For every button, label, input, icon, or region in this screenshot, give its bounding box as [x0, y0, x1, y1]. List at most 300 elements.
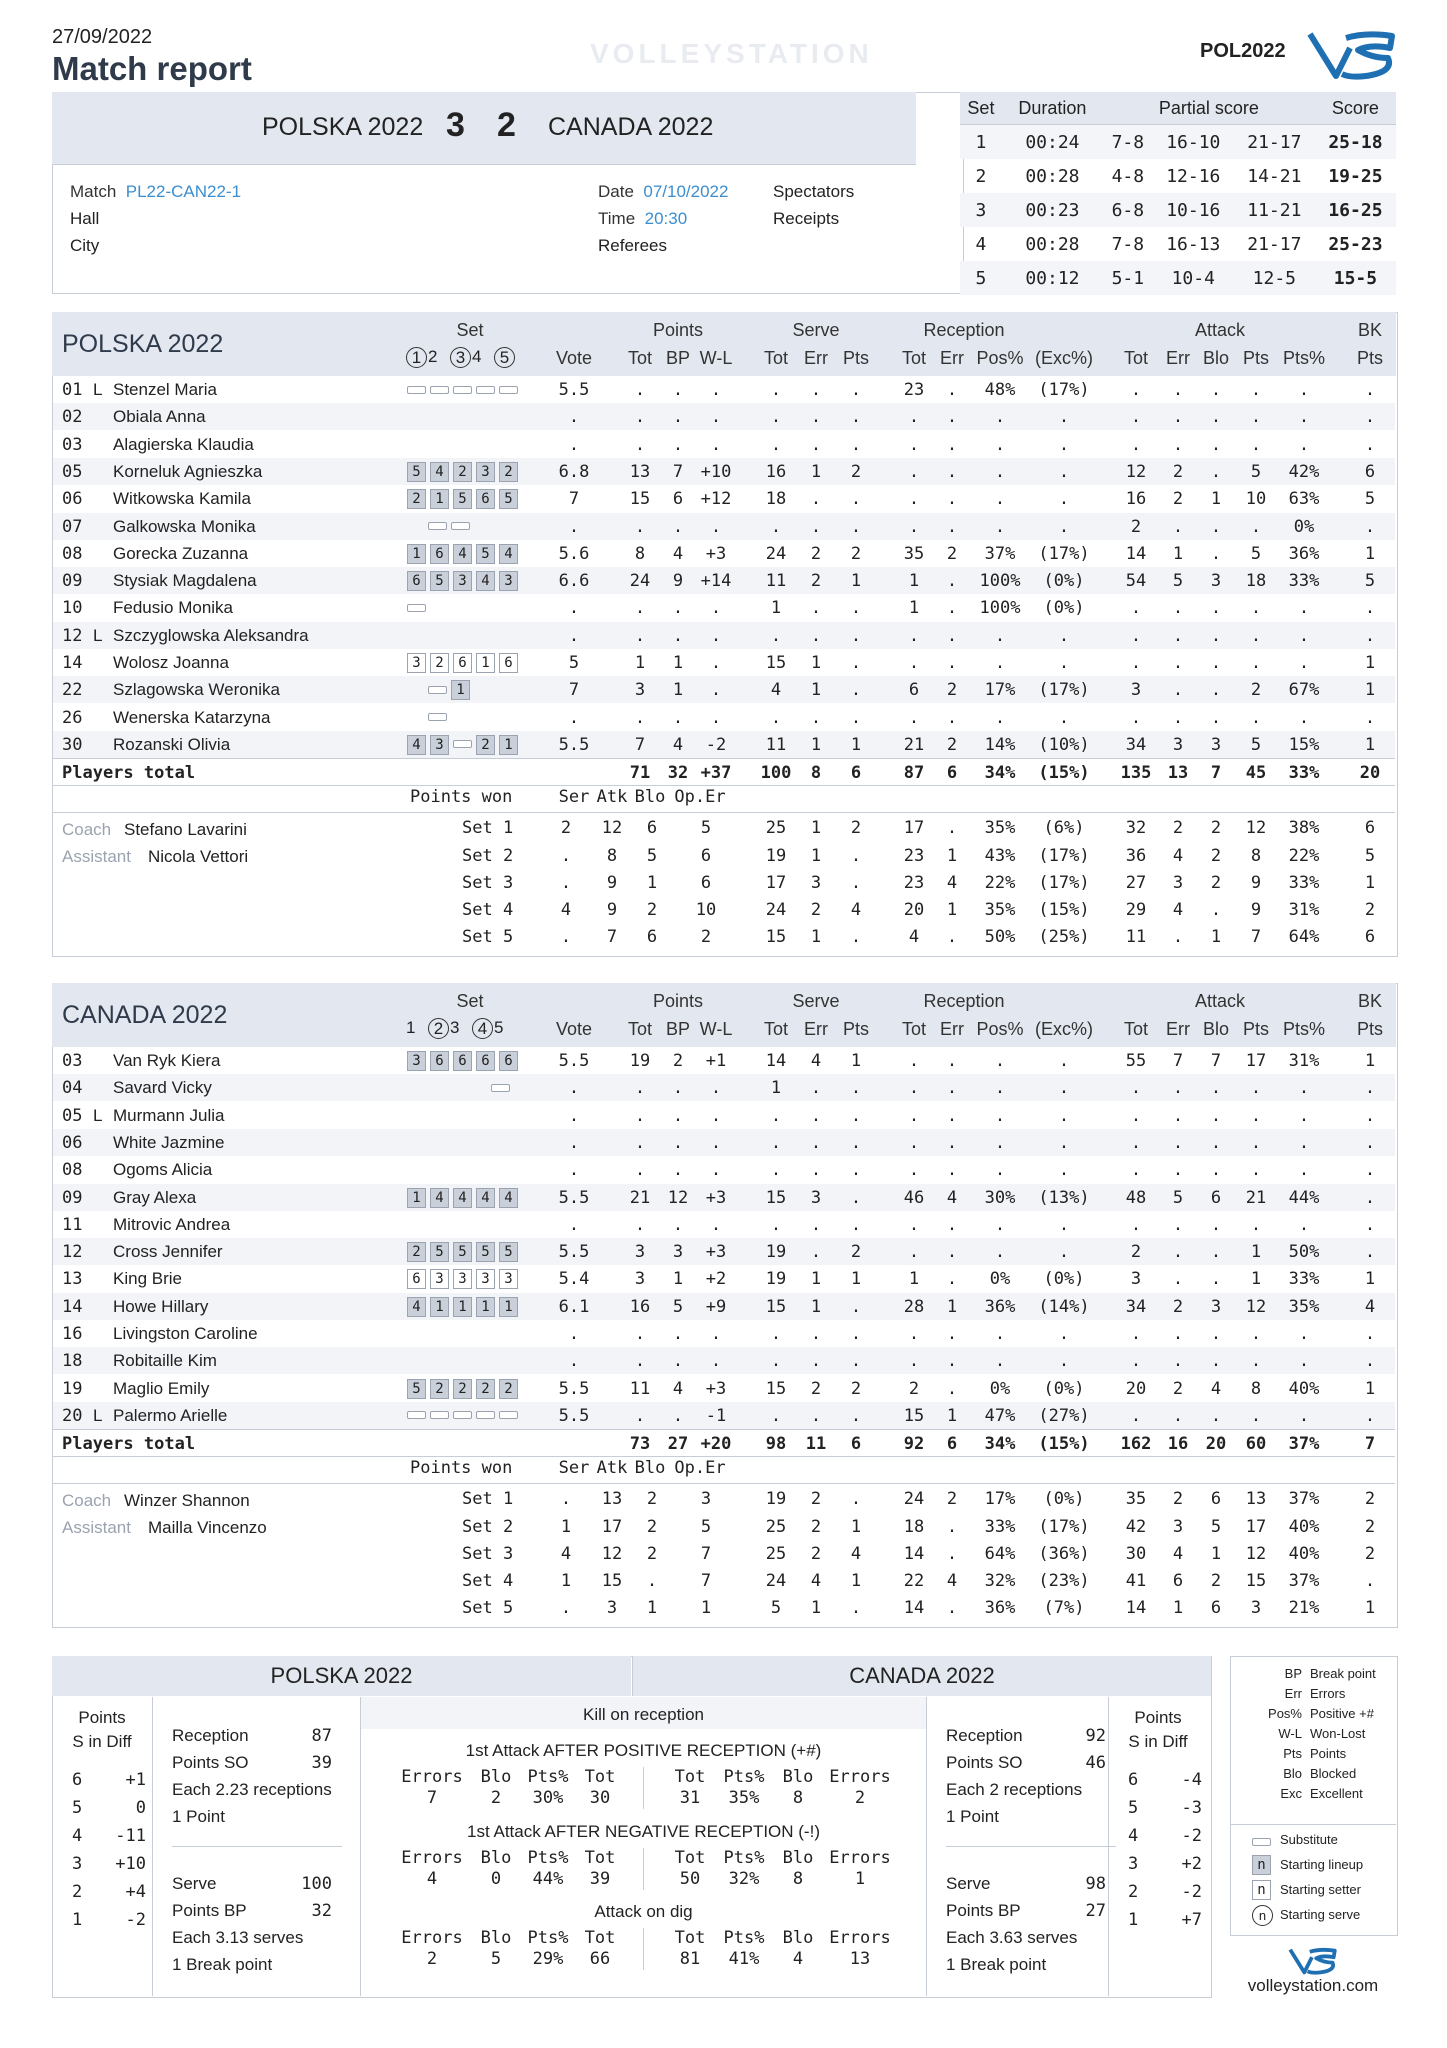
set-stat-value: 2 [646, 1516, 658, 1537]
set-cell: 25-23 [1328, 233, 1383, 255]
attack-header: Blo [480, 1848, 512, 1868]
set-cell: 19-25 [1328, 165, 1383, 187]
player-name: Maglio Emily [113, 1378, 210, 1398]
stat-value: . [634, 1078, 646, 1099]
stat-value: . [810, 1160, 822, 1181]
stat-value: 6 [908, 680, 920, 701]
rec-serve-label: Points BP [172, 1901, 247, 1920]
player-name: Gray Alexa [113, 1187, 197, 1207]
stat-value: +3 [705, 1242, 727, 1263]
set-stat-value: 4 [908, 927, 920, 948]
stat-value: 2 [1172, 1378, 1184, 1399]
player-number: 05 [62, 1105, 83, 1126]
attack-header: Blo [782, 1928, 814, 1948]
time-row: Time 20:30 [598, 209, 688, 228]
stat-value: . [672, 598, 684, 619]
set-stat-value: 17 [1245, 1516, 1267, 1537]
stat-value: . [810, 1242, 822, 1263]
stat-value: . [634, 407, 646, 428]
stat-value: . [568, 625, 580, 646]
stat-value: 2 [946, 734, 958, 755]
stat-value: . [568, 1324, 580, 1344]
set-stat-value: 6 [700, 872, 712, 893]
set-stat-value: 1 [946, 845, 958, 866]
stat-value: . [946, 571, 958, 592]
column-header: Pts [842, 348, 869, 368]
player-name: Obiala Anna [113, 407, 206, 427]
attack-value: 1 [854, 1869, 866, 1889]
separator [53, 785, 1395, 786]
stat-value: . [850, 1187, 862, 1208]
points-won-subheader: Atk [596, 1458, 628, 1479]
attack-header: Tot [674, 1928, 706, 1948]
stat-value: . [710, 1324, 722, 1344]
total-value: 27 [667, 1434, 689, 1455]
player-name: Savard Vicky [113, 1078, 212, 1098]
player-name: Szlagowska Weronika [113, 680, 280, 700]
assistant-name: Nicola Vettori [148, 847, 249, 867]
column-group-header: Reception [923, 991, 1005, 1011]
stat-value: 7 [1210, 1051, 1222, 1071]
player-row [53, 567, 1395, 594]
stat-value: . [770, 516, 782, 537]
stat-value: 1 [672, 680, 684, 701]
stat-value: 2 [908, 1378, 920, 1399]
stat-value: . [1210, 680, 1222, 701]
stat-value: . [1298, 707, 1310, 728]
stat-value: . [1058, 1242, 1070, 1263]
stat-value: . [568, 1132, 580, 1153]
player-number: 30 [62, 734, 83, 755]
set-cell: 00:23 [1002, 193, 1103, 227]
stat-value: . [1172, 1405, 1184, 1426]
total-value: 20 [1205, 1434, 1227, 1455]
set-stat-value: 12 [601, 1543, 623, 1564]
set-stat-value: . [850, 872, 862, 893]
starting-position-badge: 3 [476, 1269, 495, 1289]
stat-value: . [994, 707, 1006, 728]
column-header: BP [665, 348, 690, 368]
stat-value: . [810, 707, 822, 728]
total-value: 87 [903, 763, 925, 784]
attack-value: 66 [589, 1949, 611, 1969]
player-number: 06 [62, 1132, 83, 1153]
stat-value: . [1210, 434, 1222, 455]
stat-value: . [1364, 1132, 1376, 1153]
set-stat-value: 4 [1172, 1543, 1184, 1564]
set-stat-value: . [946, 927, 958, 948]
stat-value: . [908, 707, 920, 728]
set-stat-value: 33% [1288, 872, 1320, 893]
stat-value: . [1250, 407, 1262, 428]
set-stat-value: 22% [1288, 845, 1320, 866]
total-value: 33% [1288, 763, 1320, 784]
stat-value: . [946, 1078, 958, 1099]
stat-value: 10 [1245, 489, 1267, 510]
attack-header: Tot [584, 1928, 616, 1948]
set-stat-value: (6%) [1043, 818, 1085, 839]
stat-value: . [850, 489, 862, 510]
starting-position-badge: 6 [430, 1051, 449, 1071]
set-stat-value: 1 [946, 900, 958, 921]
stat-value: . [1130, 1132, 1142, 1153]
attack-value: 0 [490, 1869, 502, 1889]
stat-value: 3 [634, 1269, 646, 1290]
substitute-marker [428, 522, 447, 530]
volleystation-logo-icon [1306, 28, 1398, 82]
total-value: 34% [984, 763, 1016, 784]
stat-value: . [1058, 1105, 1070, 1126]
starting-lineup-legend-icon: n [1252, 1855, 1271, 1875]
attack-block-title: 1st Attack AFTER POSITIVE RECEPTION (+#) [465, 1741, 822, 1760]
column-header: BP [665, 1019, 690, 1039]
rotation-number: 6 [1128, 1770, 1139, 1790]
assistant-label: Assistant [62, 847, 131, 867]
stat-value: . [1298, 1078, 1310, 1099]
set-stat-value: . [1210, 900, 1222, 921]
stat-value: 19 [629, 1051, 651, 1071]
starting-position-badge: 5 [476, 1242, 495, 1262]
stat-value: 18 [765, 489, 787, 510]
player-number: 22 [62, 680, 83, 701]
stat-value: . [1172, 380, 1184, 400]
rec-serve-value: 27 [1085, 1901, 1106, 1921]
stat-value: . [672, 1105, 684, 1126]
total-value: 71 [629, 763, 651, 784]
stat-value: (14%) [1038, 1296, 1090, 1317]
stat-value: 4 [770, 680, 782, 701]
stat-value: . [994, 407, 1006, 428]
set-number-indicator: 1 [406, 347, 427, 368]
stat-value: 4 [946, 1187, 958, 1208]
stat-value: 2 [1130, 1242, 1142, 1263]
legend-abbr: Blo [1283, 1766, 1302, 1781]
set-stat-value: (17%) [1038, 872, 1090, 893]
starting-position-badge: 2 [476, 1379, 495, 1399]
player-number: 11 [62, 1214, 83, 1235]
set-stat-value: 5 [1364, 845, 1376, 866]
stat-value: . [1172, 1214, 1184, 1235]
team-name: POLSKA 2022 [62, 330, 224, 358]
stat-value: . [1172, 434, 1184, 455]
set-stat-value: . [850, 1489, 862, 1510]
set-stat-value: 3 [1172, 1516, 1184, 1537]
stat-value: . [1298, 625, 1310, 646]
stat-value: . [568, 407, 580, 428]
starting-position-badge: 2 [453, 1379, 472, 1399]
points-won-header: Points won [410, 1458, 513, 1479]
stat-value: . [770, 1214, 782, 1235]
stat-value: . [850, 680, 862, 701]
stat-value: 5 [568, 653, 580, 673]
set-stat-value: 35% [984, 900, 1016, 921]
stat-value: 2 [672, 1051, 684, 1071]
attack-value: 30 [589, 1788, 611, 1808]
total-value: 6 [946, 1434, 958, 1455]
stat-value: . [672, 1160, 684, 1181]
set-cell: 21-17 [1234, 125, 1315, 160]
stat-value: . [1058, 1160, 1070, 1181]
stat-value: . [634, 1351, 646, 1372]
total-value: 6 [850, 763, 862, 784]
total-value: 7 [1210, 763, 1222, 784]
attack-value: 2 [426, 1949, 438, 1969]
stat-value: . [770, 1324, 782, 1344]
set-stat-value: 19 [765, 845, 787, 866]
stat-value: 3 [634, 1242, 646, 1263]
set-stat-value: 24 [765, 900, 787, 921]
stat-value: 2 [810, 1378, 822, 1399]
set-row [960, 261, 1396, 295]
player-row [53, 1074, 1395, 1101]
player-number: 06 [62, 489, 83, 510]
stat-value: 67% [1288, 680, 1320, 701]
attack-header: Tot [674, 1848, 706, 1868]
stat-value: . [770, 1405, 782, 1426]
away-team-name: CANADA 2022 [548, 113, 714, 141]
rotation-number: 6 [72, 1770, 83, 1790]
stat-value: 0% [1293, 516, 1315, 537]
player-set-positions [407, 734, 522, 755]
player-name: Cross Jennifer [113, 1242, 223, 1262]
stat-value: +1 [705, 1051, 727, 1071]
stat-value: . [568, 1078, 580, 1099]
set-stat-value: . [946, 1598, 958, 1619]
stat-value: 1 [1250, 1269, 1262, 1290]
divider [643, 1767, 644, 1809]
starting-position-badge: 5 [499, 1242, 518, 1262]
stat-value: 15 [903, 1405, 925, 1426]
set-stat-value: 4 [850, 900, 862, 921]
player-name: Robitaille Kim [113, 1351, 217, 1371]
stat-value: 1 [1210, 489, 1222, 510]
stat-value: 14 [1125, 543, 1147, 564]
total-value: 8 [810, 763, 822, 784]
starting-position-badge: 6 [453, 653, 472, 673]
stat-value: . [1210, 1078, 1222, 1099]
stat-value: 5 [1250, 543, 1262, 564]
attack-header: Pts% [723, 1767, 765, 1787]
total-value: (15%) [1038, 763, 1090, 784]
starting-position-badge: 6 [407, 571, 426, 591]
starting-position-badge: 3 [407, 1051, 426, 1071]
starting-position-badge: 5 [453, 489, 472, 509]
set-stat-value: 2 [646, 1489, 658, 1510]
set-cell: 1 [960, 125, 1002, 160]
stat-value: . [1210, 653, 1222, 673]
set-stat-value: 9 [606, 900, 618, 921]
stat-value: . [1058, 407, 1070, 428]
set-cell: 2 [975, 165, 987, 187]
set-stat-value: 17 [765, 872, 787, 893]
player-row [53, 1211, 1395, 1238]
stat-value: 6.1 [558, 1296, 590, 1317]
attack-header: Pts% [723, 1928, 765, 1948]
referees-label: Referees [598, 236, 667, 255]
stat-value: . [770, 407, 782, 428]
set-stat-value: 18 [903, 1516, 925, 1537]
attack-value: 41% [728, 1949, 760, 1969]
set-stat-value: 1 [1210, 1543, 1222, 1564]
starting-position-badge: 6 [407, 1269, 426, 1289]
set-stat-value: 5 [700, 1516, 712, 1537]
set-stat-value: 12 [1245, 1543, 1267, 1564]
rotation-number: 3 [1128, 1854, 1139, 1874]
set-stat-value: 29 [1125, 900, 1147, 921]
rec-serve-label: 1 Break point [172, 1955, 273, 1974]
stat-value: 8 [1250, 1378, 1262, 1399]
stat-value: . [1058, 434, 1070, 455]
set-stat-value: . [560, 1598, 572, 1619]
player-name: Wolosz Joanna [113, 653, 229, 672]
set-number-indicator: 4 [472, 347, 482, 366]
player-row [53, 1184, 1395, 1211]
stat-value: . [634, 598, 646, 619]
stat-value: . [568, 707, 580, 728]
stat-value: . [810, 1214, 822, 1235]
stat-value: . [946, 707, 958, 728]
set-cell: 00:28 [1025, 233, 1080, 255]
attack-value: 5 [490, 1949, 502, 1969]
stat-value: . [1172, 1105, 1184, 1126]
set-stat-value: (23%) [1038, 1571, 1090, 1592]
stat-value: +10 [700, 461, 732, 482]
players-total-row [53, 759, 1395, 786]
set-stat-value: 9 [1250, 900, 1262, 921]
starting-position-badge: 1 [430, 489, 449, 509]
stat-value: . [908, 1214, 920, 1235]
stat-value: . [810, 1405, 822, 1426]
set-stat-value: 1 [560, 1516, 572, 1537]
set-stat-value: (17%) [1038, 1516, 1090, 1537]
starting-position-badge: 2 [453, 462, 472, 482]
starting-position-badge: 3 [476, 462, 495, 482]
column-header: W-L [699, 1019, 733, 1039]
set-stats-row [53, 1485, 1395, 1512]
set-stat-value: 5 [700, 818, 712, 839]
stat-value: . [1210, 543, 1222, 564]
set-stat-value: 1 [810, 927, 822, 948]
stat-value: . [810, 434, 822, 455]
stat-value: . [634, 1132, 646, 1153]
column-header: Pts [842, 1019, 869, 1039]
stat-value: . [1210, 516, 1222, 537]
set-stats-row [53, 896, 1395, 923]
stat-value: . [710, 1078, 722, 1099]
stat-value: 2 [1172, 461, 1184, 482]
set-stat-value: 3 [606, 1598, 618, 1619]
stat-value: 21 [1245, 1187, 1267, 1208]
stat-value: 5 [1364, 571, 1376, 592]
stat-value: . [634, 380, 646, 400]
stat-value: . [1130, 1160, 1142, 1181]
stat-value: . [1210, 598, 1222, 619]
stat-value: 47% [984, 1405, 1016, 1426]
player-row [53, 1320, 1395, 1347]
set-row [960, 227, 1396, 261]
stat-value: 23 [903, 380, 925, 400]
points-won-subheader: Op.Er [674, 1458, 726, 1479]
stat-value: . [1250, 1132, 1262, 1153]
coach-name: Winzer Shannon [124, 1491, 250, 1511]
rotation-diff: +7 [1181, 1910, 1202, 1930]
set-stat-value: 10 [695, 900, 717, 921]
set-cell: 10-4 [1153, 261, 1234, 295]
stat-value: . [1058, 707, 1070, 728]
stat-value: 1 [810, 1296, 822, 1317]
stat-value: 2 [1250, 680, 1262, 701]
set-stat-value: 23 [903, 872, 925, 893]
attack-header: Blo [480, 1928, 512, 1948]
libero-flag: L [93, 625, 103, 645]
attack-header: Errors [829, 1848, 891, 1868]
stat-value: . [568, 598, 580, 619]
stat-value: 31% [1288, 1051, 1320, 1071]
stat-value: (0%) [1043, 598, 1085, 619]
attack-value: 30% [532, 1788, 564, 1808]
stat-value: 11 [629, 1378, 651, 1399]
starting-position-badge: 5 [499, 489, 518, 509]
set-stat-value: (7%) [1043, 1598, 1085, 1619]
column-header: Pts [1356, 1019, 1383, 1039]
total-value: 60 [1245, 1434, 1267, 1455]
stat-value: 15% [1288, 734, 1320, 755]
stat-value: . [1250, 1405, 1262, 1426]
stat-value: . [710, 1160, 722, 1181]
set-stat-value: 23 [903, 845, 925, 866]
set-stat-value: 6 [1172, 1571, 1184, 1592]
starting-position-badge: 1 [407, 1188, 426, 1208]
stat-value: . [1364, 516, 1376, 537]
starting-position-badge: 3 [430, 735, 449, 755]
substitute-marker [407, 604, 426, 612]
substitute-marker [430, 386, 449, 394]
player-set-positions [407, 488, 522, 509]
stat-value: . [994, 1242, 1006, 1263]
stat-value: . [672, 1132, 684, 1153]
stat-value: . [1250, 598, 1262, 619]
stat-value: . [850, 625, 862, 646]
stat-value: . [1058, 461, 1070, 482]
stat-value: 50% [1288, 1242, 1320, 1263]
player-set-positions [407, 1378, 522, 1399]
player-number: 04 [62, 1078, 83, 1099]
stat-value: . [634, 707, 646, 728]
player-set-positions [407, 679, 516, 700]
stat-value: . [908, 625, 920, 646]
set-stat-value: . [946, 818, 958, 839]
rotation-diff: 0 [135, 1798, 146, 1818]
stat-value: . [1130, 1351, 1142, 1372]
set-stat-value: 4 [946, 872, 958, 893]
column-header: Err [940, 1019, 964, 1039]
set-stat-value: 43% [984, 845, 1016, 866]
stat-value: 3 [1210, 571, 1222, 592]
stat-value: . [568, 434, 580, 455]
starting-position-badge: 1 [476, 653, 495, 673]
stat-value: . [908, 1105, 920, 1126]
stat-value: 5.4 [558, 1269, 590, 1290]
set-stat-value: . [560, 845, 572, 866]
stat-value: . [946, 1269, 958, 1290]
stat-value: . [1210, 1269, 1222, 1290]
stat-value: 35 [903, 543, 925, 564]
receipts-label: Receipts [773, 209, 840, 228]
stat-value: . [1298, 380, 1310, 400]
home-team-name: POLSKA 2022 [262, 113, 424, 141]
column-header: Pts [1242, 1019, 1269, 1039]
attack-header: Pts% [527, 1928, 569, 1948]
